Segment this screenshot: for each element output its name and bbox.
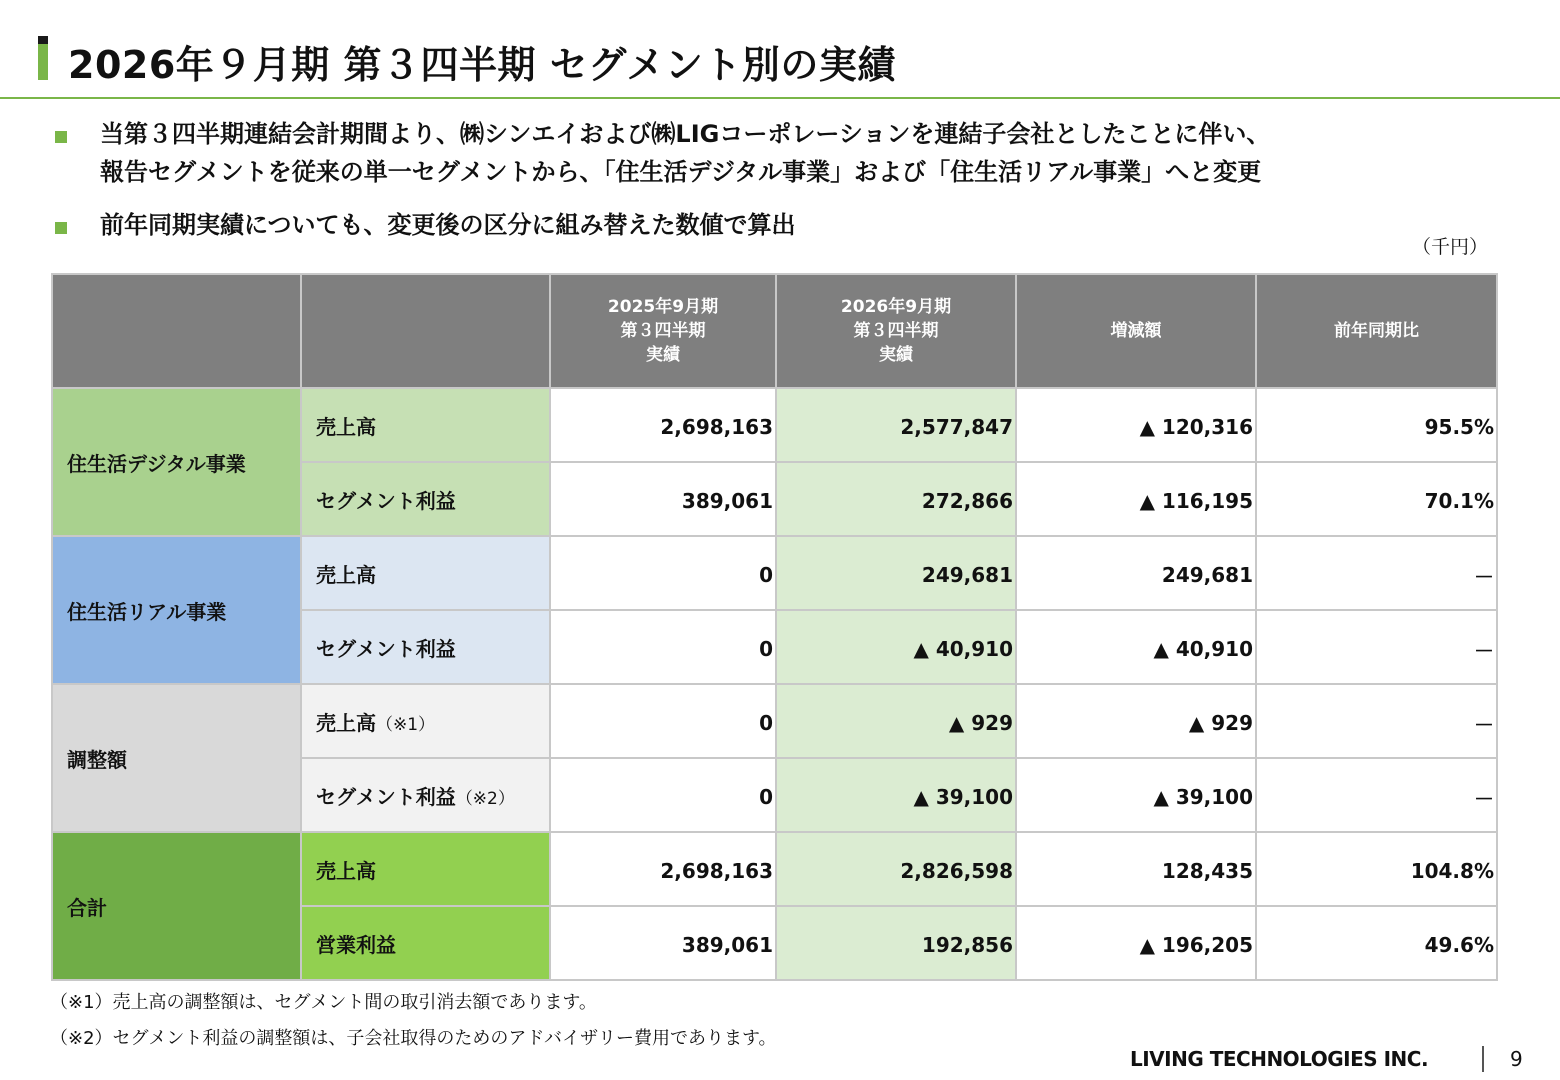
bullet-1-line-1: 当第３四半期連結会計期間より、㈱シンエイおよび㈱LIGコーポレーションを連結子会社としたことに伴い、: [100, 120, 1271, 148]
segment-name-digital: 住生活デジタル事業: [52, 388, 301, 536]
cell-current: 2,826,598: [776, 832, 1016, 906]
bullet-2-line-1: 前年同期実績についても、変更後の区分に組み替えた数値で算出: [100, 211, 796, 239]
header-blank-item: [301, 274, 550, 388]
title-accent-cap: [38, 36, 48, 44]
cell-change: 128,435: [1016, 832, 1256, 906]
title-divider: [0, 97, 1560, 99]
cell-ratio: －: [1256, 610, 1497, 684]
row-item-label: 売上高: [301, 388, 550, 462]
cell-ratio: 95.5%: [1256, 388, 1497, 462]
bullet-square-icon: [55, 222, 67, 234]
cell-change: ▲ 116,195: [1016, 462, 1256, 536]
row-item-label: セグメント利益（※2）: [301, 758, 550, 832]
cell-change: ▲ 929: [1016, 684, 1256, 758]
cell-current: ▲ 39,100: [776, 758, 1016, 832]
segment-name-adjustment: 調整額: [52, 684, 301, 832]
segment-results-table: [51, 273, 1498, 981]
cell-ratio: 70.1%: [1256, 462, 1497, 536]
cell-change: ▲ 39,100: [1016, 758, 1256, 832]
cell-prev: 2,698,163: [550, 388, 776, 462]
unit-label: （千円）: [1411, 236, 1488, 258]
bullet-1-line-2: 報告セグメントを従来の単一セグメントから、「住生活デジタル事業」および「住生活リアル事業」へと変更: [100, 158, 1262, 186]
cell-current: ▲ 929: [776, 684, 1016, 758]
row-item-label: 売上高（※1）: [301, 684, 550, 758]
segment-name-total: 合計: [52, 832, 301, 980]
row-item-label: セグメント利益: [301, 610, 550, 684]
footnote-2: （※2）セグメント利益の調整額は、子会社取得のためのアドバイザリー費用であります。: [50, 1028, 777, 1049]
cell-prev: 0: [550, 684, 776, 758]
cell-prev: 389,061: [550, 906, 776, 980]
bullet-1: [100, 115, 1270, 191]
row-item-note: （※1）: [376, 715, 436, 735]
table-header-row: [52, 274, 1497, 388]
table-row: [52, 388, 1497, 462]
footnote-1: （※1）売上高の調整額は、セグメント間の取引消去額であります。: [50, 992, 597, 1013]
cell-change: ▲ 40,910: [1016, 610, 1256, 684]
cell-ratio: －: [1256, 758, 1497, 832]
row-item-label: 売上高: [301, 832, 550, 906]
cell-current: 2,577,847: [776, 388, 1016, 462]
table-row: [52, 684, 1497, 758]
cell-prev: 0: [550, 536, 776, 610]
cell-current: 192,856: [776, 906, 1016, 980]
cell-change: 249,681: [1016, 536, 1256, 610]
bullet-2: [100, 206, 796, 244]
cell-prev: 0: [550, 758, 776, 832]
bullet-square-icon: [55, 131, 67, 143]
cell-ratio: －: [1256, 684, 1497, 758]
cell-current: 249,681: [776, 536, 1016, 610]
row-item-label: 営業利益: [301, 906, 550, 980]
row-item-note: （※2）: [455, 789, 515, 809]
cell-prev: 389,061: [550, 462, 776, 536]
cell-ratio: 49.6%: [1256, 906, 1497, 980]
row-item-label: セグメント利益: [301, 462, 550, 536]
header-prev-year: 2025年9月期 第３四半期 実績: [550, 274, 776, 388]
cell-current: 272,866: [776, 462, 1016, 536]
cell-prev: 2,698,163: [550, 832, 776, 906]
header-blank-segment: [52, 274, 301, 388]
cell-prev: 0: [550, 610, 776, 684]
cell-ratio: 104.8%: [1256, 832, 1497, 906]
footer-divider: [1482, 1046, 1484, 1072]
cell-change: ▲ 196,205: [1016, 906, 1256, 980]
header-change: 増減額: [1016, 274, 1256, 388]
row-item-label: 売上高: [301, 536, 550, 610]
cell-current: ▲ 40,910: [776, 610, 1016, 684]
header-yoy-ratio: 前年同期比: [1256, 274, 1497, 388]
cell-ratio: －: [1256, 536, 1497, 610]
page-number: 9: [1510, 1047, 1523, 1071]
table-row: [52, 536, 1497, 610]
company-logo: LIVING TECHNOLOGIES INC.: [1130, 1047, 1429, 1071]
page-title: 2026年９月期 第３四半期 セグメント別の実績: [68, 43, 896, 87]
cell-change: ▲ 120,316: [1016, 388, 1256, 462]
header-current-year: 2026年9月期 第３四半期 実績: [776, 274, 1016, 388]
segment-name-real: 住生活リアル事業: [52, 536, 301, 684]
table-row: [52, 832, 1497, 906]
